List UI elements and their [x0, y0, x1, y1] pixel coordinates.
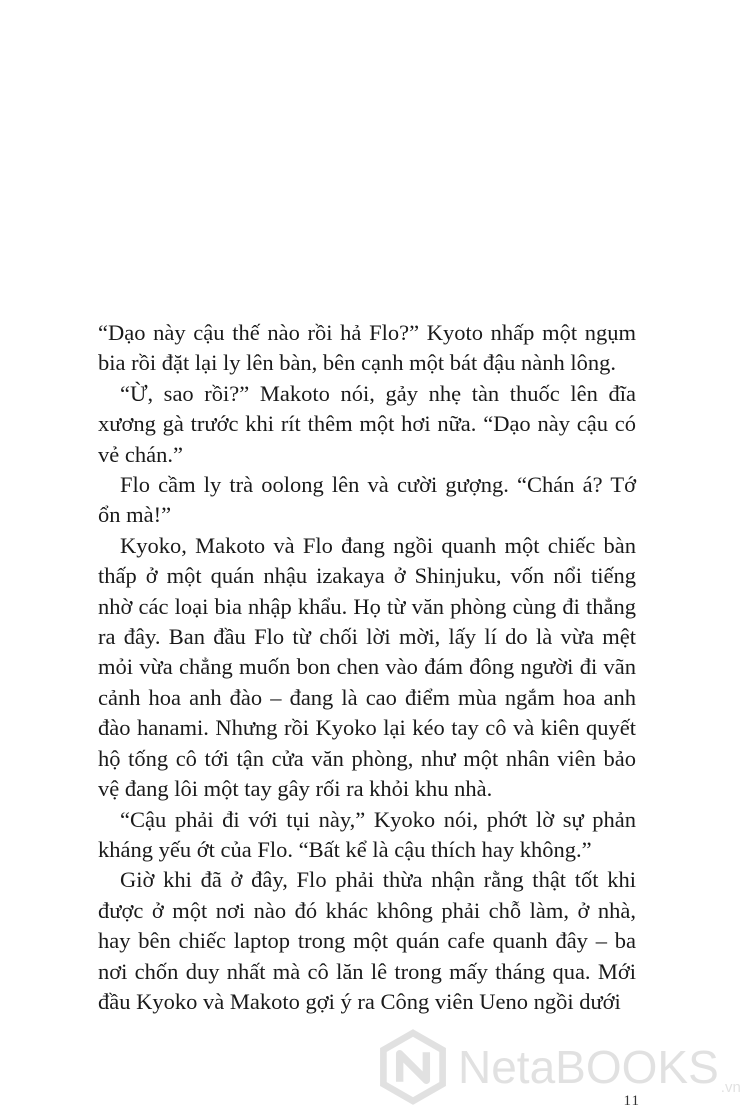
watermark [376, 1030, 741, 1104]
paragraph: Giờ khi đã ở đây, Flo phải thừa nhận rằng thật tốt khi được ở một nơi nào đó khác không phải chỗ làm, ở nhà, hay bên chiếc laptop trong một quán cafe quanh đây – ba nơi chốn duy nhất mà cô lăn lê trong mấy tháng qua. Mới đầu Kyoko và Makoto gợi ý ra Công viên Ueno ngồi dưới [98, 867, 636, 1014]
paragraph: “Dạo này cậu thế nào rồi hả Flo?” Kyoto nhấp một ngụm bia rồi đặt lại ly lên bàn, bên cạnh một bát đậu nành lông. [98, 320, 636, 376]
paragraph: Kyoko, Makoto và Flo đang ngồi quanh một chiếc bàn thấp ở một quán nhậu izakaya ở Shinjuku, vốn nổi tiếng nhờ các loại bia nhập khẩu. Họ từ văn phòng cùng đi thẳng ra đây. Ban đầu Flo từ chối lời mời, lấy lí do là vừa mệt mỏi vừa chẳng muốn bon chen vào đám đông người đi vãn cảnh hoa anh đào – đang là cao điểm mùa ngắm hoa anh đào hanami. Nhưng rồi Kyoko lại kéo tay cô và kiên quyết hộ tống cô tới tận cửa văn phòng, như một nhân viên bảo vệ đang lôi một tay gây rối ra khỏi khu nhà. [98, 532, 636, 802]
netabooks-logo-icon [376, 1030, 450, 1104]
watermark-suffix: .vn [720, 1079, 741, 1096]
page-number: 11 [623, 1093, 640, 1109]
body-text [98, 318, 636, 1017]
paragraph: “Ừ, sao rồi?” Makoto nói, gảy nhẹ tàn thuốc lên đĩa xương gà trước khi rít thêm một hơi nữa. “Dạo này cậu có vẻ chán.” [98, 380, 636, 467]
paragraph: “Cậu phải đi với tụi này,” Kyoko nói, phớt lờ sự phản kháng yếu ớt của Flo. “Bất kể là cậu thích hay không.” [98, 806, 636, 862]
watermark-brand: NetaBOOKS [458, 1041, 719, 1093]
paragraph: Flo cầm ly trà oolong lên và cười gượng. “Chán á? Tớ ổn mà!” [98, 472, 636, 528]
